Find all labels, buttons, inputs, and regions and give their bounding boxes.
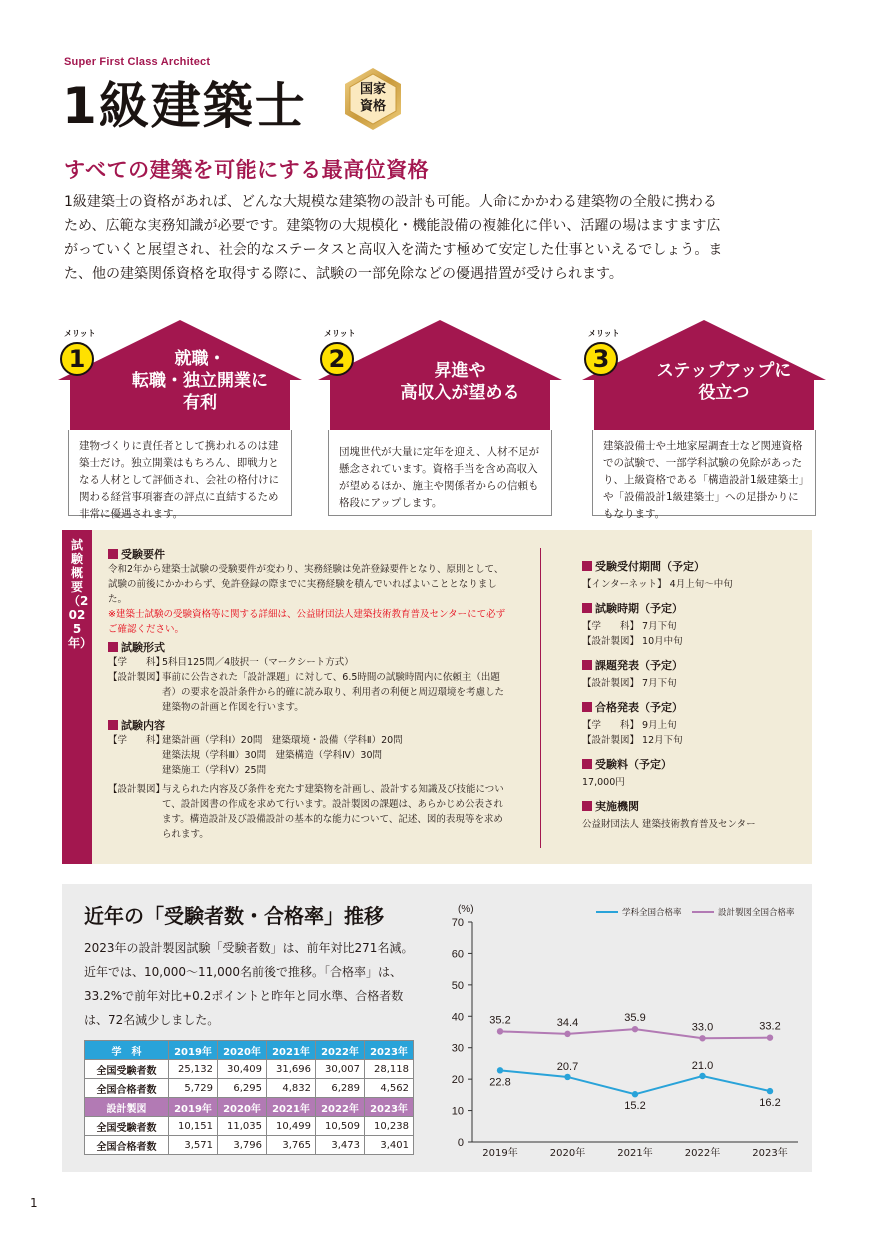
- table-cell: 31,696: [267, 1060, 316, 1079]
- schedule-block: [582, 601, 802, 649]
- content-row: [108, 733, 508, 748]
- data-point: [767, 1088, 773, 1094]
- y-tick-label: 40: [451, 1011, 464, 1024]
- row-value: 建築施工（学科Ⅴ）25問: [162, 765, 267, 776]
- heading-text: 受験要件: [121, 548, 165, 561]
- table-header-cell: 2021年: [267, 1098, 316, 1117]
- data-label: 33.2: [759, 1020, 781, 1033]
- format-row: [108, 655, 508, 670]
- table-cell: 10,509: [316, 1117, 365, 1136]
- table-row: [85, 1060, 414, 1079]
- merit-title-line: ステップアップに: [656, 361, 792, 381]
- badge-line-1: 国家: [359, 82, 386, 97]
- badge-line-2: 資格: [359, 99, 386, 114]
- heading-text: 受験料（予定）: [595, 758, 672, 771]
- data-point: [497, 1067, 503, 1073]
- x-tick-label: 2021年: [617, 1148, 653, 1159]
- square-bullet-icon: [582, 759, 592, 769]
- data-label: 35.9: [624, 1012, 646, 1025]
- schedule-block: [582, 658, 802, 691]
- x-tick-label: 2019年: [482, 1148, 518, 1159]
- merit-card-1: [58, 320, 302, 520]
- intro-paragraph: 1級建築士の資格があれば、どんな大規模な建築物の設計も可能。人命にかかわる建築物の全般に携わるため、広範な実務知識が必要です。建築物の大規模化・機能設備の複雑化に伴い、活躍の場はますます広がっていくと展望され、社会的なステータスと高収入を満たす極めて安定した仕事といえるでしょう。また、他の建築関係資格を取得する際に、試験の一部免除などの優遇措置が受けられます。: [64, 194, 723, 282]
- row-key: [108, 763, 162, 778]
- merit-title-line: 就職・: [174, 349, 226, 369]
- exam-side-bar: [62, 530, 92, 864]
- merit-body: 建物づくりに責任者として携われるのは建築士だけ。独立開業はもちろん、即戦力となる人材として評価され、会社の格付けに関わる経営事項審査の評点に直結するため非常に優遇されます。: [68, 430, 292, 516]
- merit-tag: メリット: [324, 329, 356, 338]
- square-bullet-icon: [582, 660, 592, 670]
- row-value: 5科目125問／4肢択一（マークシート方式）: [162, 657, 354, 668]
- table-cell: 4,832: [267, 1079, 316, 1098]
- y-unit-label: (%): [458, 904, 474, 915]
- data-label: 34.4: [556, 1016, 579, 1029]
- table-row: [85, 1136, 414, 1155]
- schedule-block: [582, 799, 802, 832]
- content-row: [108, 782, 508, 842]
- exam-right-column: [582, 556, 802, 841]
- row-key: 【設計製図】: [108, 784, 166, 795]
- data-label: 21.0: [691, 1060, 714, 1072]
- subtitle-en: Super First Class Architect: [64, 56, 211, 68]
- x-tick-label: 2023年: [752, 1148, 788, 1159]
- schedule-block: [582, 700, 802, 748]
- row-value: 与えられた内容及び条件を充たす建築物を計画し、設計する知識及び技能について、設計図書の作成を求めて行います。設計製図の課題は、あらかじめ公表されます。構造設計及び設備設計の基本的な能力について、記述、図的表現等を求められます。: [162, 784, 504, 840]
- table-header-cell: 2022年: [316, 1041, 365, 1060]
- table-header-cell: 2022年: [316, 1098, 365, 1117]
- table-header-cell: 設計製図: [85, 1098, 169, 1117]
- page-number: 1: [30, 1196, 38, 1210]
- table-cell: 6,289: [316, 1079, 365, 1098]
- table-header-cell: 2023年: [365, 1098, 414, 1117]
- table-cell: 25,132: [169, 1060, 218, 1079]
- exam-overview: [62, 530, 812, 864]
- requirements-text: 令和2年から建築士試験の受験要件が変わり、実務経験は免許登録要件となり、原則として、試験の前後にかかわらず、免許登録の際までに実務経験を積んでいればよいこととなりました。: [108, 564, 504, 605]
- table-cell: 3,473: [316, 1136, 365, 1155]
- merit-body: 建築設備士や土地家屋調査士など関連資格での試験で、一部学科試験の免除があったり、上級資格である「構造設計1級建築士」や「設備設計1級建築士」への足掛かりにもなります。: [592, 430, 816, 516]
- merit-tag: メリット: [588, 329, 620, 338]
- merit-number: 3: [584, 342, 618, 376]
- y-tick-label: 30: [451, 1042, 464, 1055]
- legend-label: 設計製図全国合格率: [718, 908, 795, 918]
- y-tick-label: 10: [451, 1105, 464, 1118]
- square-bullet-icon: [108, 642, 118, 652]
- merit-title-line: 転職・独立開業に: [132, 371, 268, 391]
- heading-text: 試験時期（予定）: [595, 602, 683, 615]
- heading-text: 試験内容: [121, 719, 165, 732]
- row-value: 事前に公告された「設計課題」に対して、6.5時間の試験時間内に依頼主（出題者）の要求を設計条件から的確に読み取り、利用者の利便と周辺環境を考慮した建築物の計画と作図を行います。: [162, 672, 505, 713]
- merit-title: [634, 360, 814, 404]
- table-cell: 6,295: [218, 1079, 267, 1098]
- schedule-line: 【設計製図】 12月下旬: [582, 735, 683, 746]
- table-header-cell: 2021年: [267, 1041, 316, 1060]
- table-header-cell: 2019年: [169, 1098, 218, 1117]
- row-key: 【学 科】: [108, 657, 166, 668]
- data-point: [699, 1035, 705, 1041]
- square-bullet-icon: [108, 720, 118, 730]
- row-key: 【設計製図】: [108, 672, 166, 683]
- schedule-line: 【設計製図】 10月中旬: [582, 636, 683, 647]
- table-cell: 5,729: [169, 1079, 218, 1098]
- requirements-note: ※建築士試験の受験資格等に関する詳細は、公益財団法人建築技術教育普及センターにて必ずご確認ください。: [108, 609, 506, 635]
- table-cell: 3,571: [169, 1136, 218, 1155]
- square-bullet-icon: [582, 702, 592, 712]
- table-header-cell: 2020年: [218, 1098, 267, 1117]
- data-label: 33.0: [691, 1021, 714, 1034]
- series-line: [500, 1070, 770, 1094]
- row-key: [108, 748, 162, 763]
- exam-side-label: 試験概要（2025年）: [68, 538, 93, 650]
- table-header-cell: 2020年: [218, 1041, 267, 1060]
- square-bullet-icon: [582, 801, 592, 811]
- merit-card-2: [318, 320, 562, 516]
- square-bullet-icon: [108, 549, 118, 559]
- table-cell: 10,499: [267, 1117, 316, 1136]
- format-heading: [108, 640, 508, 655]
- data-point: [699, 1073, 705, 1079]
- y-tick-label: 60: [451, 948, 464, 961]
- divider: [540, 548, 541, 848]
- data-point: [564, 1031, 570, 1037]
- merit-number: 2: [320, 342, 354, 376]
- table-cell: 4,562: [365, 1079, 414, 1098]
- heading-text: 実施機関: [595, 800, 639, 813]
- stats-table: [84, 1040, 414, 1155]
- data-label: 16.2: [759, 1097, 781, 1110]
- heading-text: 合格発表（予定）: [595, 701, 683, 714]
- merit-title: [370, 360, 550, 404]
- table-cell: 全国受験者数: [85, 1060, 169, 1079]
- merit-title-line: 役立つ: [698, 383, 750, 403]
- merit-title-line: 昇進や: [434, 361, 486, 381]
- table-cell: 3,401: [365, 1136, 414, 1155]
- row-value: 建築法規（学科Ⅲ）30問 建築構造（学科Ⅳ）30問: [162, 750, 382, 761]
- content-heading: [108, 718, 508, 733]
- data-label: 35.2: [489, 1014, 511, 1027]
- schedule-block: [582, 757, 802, 790]
- table-cell: 28,118: [365, 1060, 414, 1079]
- merit-title-line: 有利: [183, 393, 217, 413]
- row-key: 【学 科】: [108, 735, 166, 746]
- table-cell: 11,035: [218, 1117, 267, 1136]
- merit-body: 団塊世代が大量に定年を迎え、人材不足が懸念されています。資格手当を含め高収入が望めるほか、施主や関係者からの信頼も格段にアップします。: [328, 430, 552, 516]
- table-cell: 全国合格者数: [85, 1079, 169, 1098]
- y-tick-label: 20: [451, 1074, 464, 1087]
- y-tick-label: 0: [457, 1137, 464, 1149]
- data-label: 20.7: [556, 1060, 579, 1073]
- headline: すべての建築を可能にする最高位資格: [64, 158, 430, 182]
- row-value: 建築計画（学科Ⅰ）20問 建築環境・設備（学科Ⅱ）20問: [162, 735, 403, 746]
- format-row: [108, 670, 508, 715]
- data-label: 15.2: [624, 1100, 646, 1113]
- merit-card-3: [582, 320, 826, 520]
- data-point: [497, 1028, 503, 1034]
- schedule-block: [582, 559, 802, 592]
- table-cell: 全国合格者数: [85, 1136, 169, 1155]
- schedule-line: 公益財団法人 建築技術教育普及センター: [582, 819, 756, 830]
- trend-title: 近年の「受験者数・合格率」推移: [84, 904, 384, 928]
- trend-text: 2023年の設計製図試験「受験者数」は、前年対比271名減。近年では、10,000～11,000名前後で推移。「合格率」は、33.2%で前年対比+0.2ポイントと昨年と同水準、合格者数は、72名減少しました。: [84, 941, 414, 1027]
- table-cell: 3,796: [218, 1136, 267, 1155]
- schedule-line: 【設計製図】 7月下旬: [582, 678, 677, 689]
- data-label: 22.8: [489, 1076, 511, 1089]
- table-header-cell: 学 科: [85, 1041, 169, 1060]
- schedule-line: 【学 科】 9月上旬: [582, 720, 677, 731]
- content-row: [108, 748, 508, 763]
- requirements-heading: [108, 547, 508, 562]
- merit-tag: メリット: [64, 329, 96, 338]
- data-point: [632, 1091, 638, 1097]
- data-point: [767, 1034, 773, 1040]
- heading-text: 受験受付期間（予定）: [595, 560, 705, 573]
- square-bullet-icon: [582, 603, 592, 613]
- table-row: [85, 1117, 414, 1136]
- page-title: 1級建築士: [62, 77, 307, 135]
- schedule-line: 【学 科】 7月下旬: [582, 621, 677, 632]
- y-tick-label: 70: [451, 917, 464, 929]
- legend-label: 学科全国合格率: [622, 908, 682, 918]
- merit-number: 1: [60, 342, 94, 376]
- data-point: [632, 1026, 638, 1032]
- square-bullet-icon: [582, 561, 592, 571]
- table-header-cell: 2023年: [365, 1041, 414, 1060]
- x-tick-label: 2022年: [684, 1148, 721, 1159]
- exam-left-column: [108, 544, 508, 842]
- schedule-line: 【インターネット】 4月上旬～中旬: [582, 579, 733, 590]
- y-tick-label: 50: [451, 979, 464, 992]
- table-cell: 30,409: [218, 1060, 267, 1079]
- table-header-row: [85, 1041, 414, 1060]
- merit-title: [110, 348, 290, 414]
- table-header-cell: 2019年: [169, 1041, 218, 1060]
- heading-text: 課題発表（予定）: [595, 659, 683, 672]
- pass-rate-chart: [432, 896, 808, 1166]
- table-cell: 全国受験者数: [85, 1117, 169, 1136]
- schedule-line: 17,000円: [582, 777, 625, 788]
- national-qualification-badge: [340, 66, 406, 132]
- content-row: [108, 763, 508, 778]
- table-row: [85, 1079, 414, 1098]
- heading-text: 試験形式: [121, 641, 165, 654]
- x-tick-label: 2020年: [549, 1148, 586, 1159]
- table-cell: 10,151: [169, 1117, 218, 1136]
- merit-title-line: 高収入が望める: [400, 383, 520, 403]
- table-cell: 10,238: [365, 1117, 414, 1136]
- table-cell: 30,007: [316, 1060, 365, 1079]
- data-point: [564, 1074, 570, 1080]
- table-cell: 3,765: [267, 1136, 316, 1155]
- table-header-row: [85, 1098, 414, 1117]
